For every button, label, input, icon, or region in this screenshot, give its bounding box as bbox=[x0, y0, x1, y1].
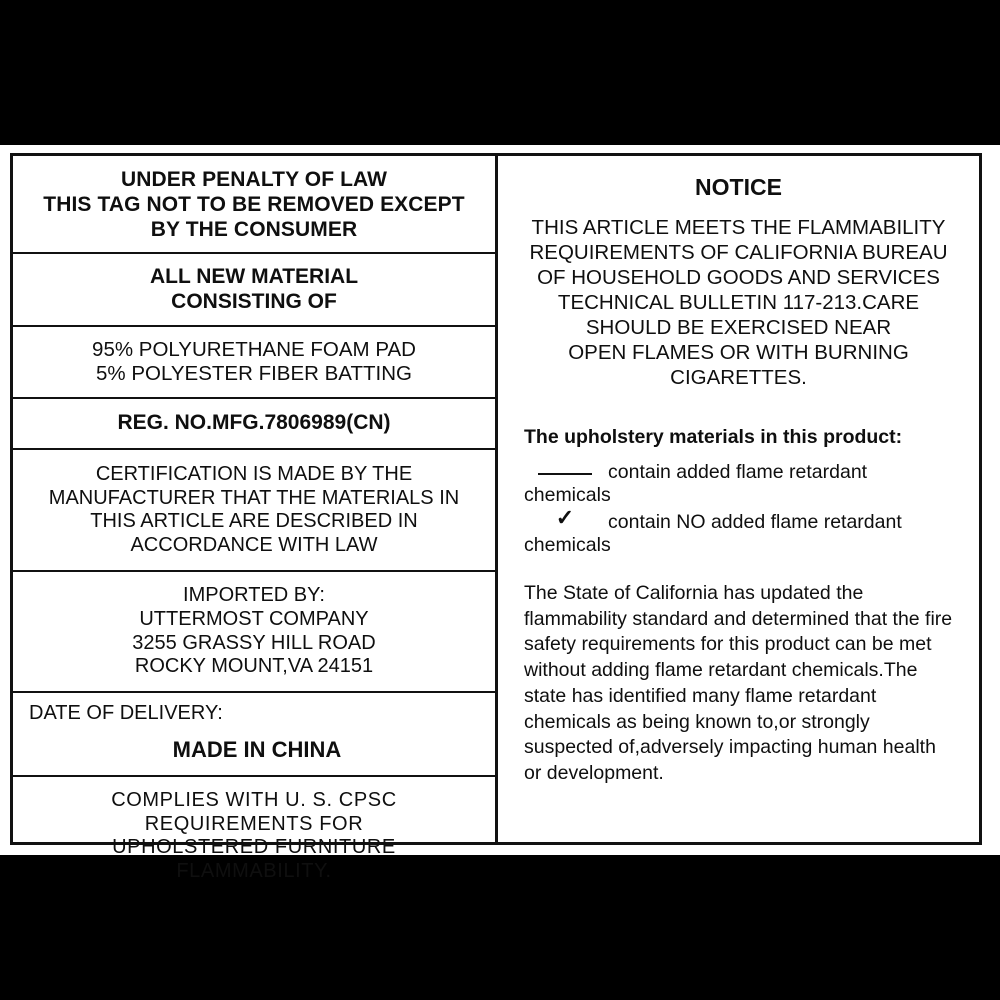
penalty-line-2: THIS TAG NOT TO BE REMOVED EXCEPT bbox=[43, 192, 465, 216]
cpsc-compliance-block bbox=[13, 777, 495, 897]
label-right-column bbox=[498, 156, 979, 842]
notice-line-5: SHOULD BE EXERCISED NEAR bbox=[585, 316, 892, 339]
date-of-delivery-label: DATE OF DELIVERY: bbox=[29, 701, 223, 724]
checkmark-icon[interactable]: ✓ bbox=[555, 505, 575, 530]
option-contains-flame-retardant[interactable] bbox=[524, 461, 953, 507]
composition-line-1: 95% POLYURETHANE FOAM PAD bbox=[92, 337, 416, 361]
compliance-line-2: REQUIREMENTS FOR bbox=[144, 812, 364, 835]
notice-line-3: OF HOUSEHOLD GOODS AND SERVICES bbox=[537, 266, 940, 289]
upholstery-materials-heading: The upholstery materials in this product: bbox=[524, 426, 903, 448]
furniture-law-label bbox=[0, 145, 1000, 883]
certification-line-1: CERTIFICATION IS MADE BY THE bbox=[95, 462, 413, 485]
penalty-line-1: UNDER PENALTY OF LAW bbox=[120, 168, 388, 191]
notice-title: NOTICE bbox=[695, 174, 782, 200]
certification-line-3: THIS ARTICLE ARE DESCRIBED IN bbox=[90, 510, 418, 533]
notice-line-7: CIGARETTES. bbox=[670, 366, 807, 389]
made-in-country: MADE IN CHINA bbox=[172, 737, 342, 763]
option-contains-no-flame-retardant[interactable] bbox=[524, 505, 953, 557]
notice-line-6: OPEN FLAMES OR WITH BURNING bbox=[568, 341, 909, 364]
notice-body bbox=[524, 215, 953, 390]
registration-number: REG. NO.MFG.7806989(CN) bbox=[13, 399, 495, 450]
label-border bbox=[10, 153, 982, 883]
importer-line-4: ROCKY MOUNT,VA 24151 bbox=[134, 655, 374, 678]
notice-line-2: REQUIREMENTS OF CALIFORNIA BUREAU bbox=[529, 241, 948, 264]
notice-line-1: THIS ARTICLE MEETS THE FLAMMABILITY bbox=[531, 216, 946, 239]
penalty-line-3: BY THE CONSUMER bbox=[150, 217, 358, 241]
certification-line-4: ACCORDANCE WITH LAW bbox=[130, 533, 378, 556]
option-contains-label: contain added flame retardant chemicals bbox=[524, 461, 868, 506]
importer-line-2: UTTERMOST COMPANY bbox=[139, 607, 369, 630]
importer-line-1: IMPORTED BY: bbox=[183, 584, 325, 607]
compliance-line-1: COMPLIES WITH U. S. CPSC bbox=[111, 789, 397, 812]
certification-block bbox=[13, 450, 495, 572]
state-of-california-paragraph: The State of California has updated the flammability standard and determined that the fire safety requirements for this product can be met without adding flame retardant chemicals.The state has identified many flame retardant chemicals as being known to,or strongly suspected of,adversely impacting human health or development. bbox=[524, 582, 953, 785]
composition-line-2: 5% POLYESTER FIBER BATTING bbox=[96, 362, 412, 386]
notice-line-4: TECHNICAL BULLETIN 117-213.CARE bbox=[557, 291, 920, 314]
material-heading-line-1: ALL NEW MATERIAL bbox=[149, 265, 359, 289]
all-new-material-block bbox=[13, 254, 495, 327]
certification-line-2: MANUFACTURER THAT THE MATERIALS IN bbox=[48, 486, 460, 509]
penalty-of-law-block bbox=[13, 156, 495, 254]
label-left-column bbox=[13, 156, 498, 883]
material-heading-line-2: CONSISTING OF bbox=[171, 290, 337, 314]
composition-block bbox=[13, 327, 495, 399]
importer-line-3: 3255 GRASSY HILL ROAD bbox=[132, 631, 376, 654]
compliance-line-3: UPHOLSTERED FURNITURE bbox=[112, 836, 396, 859]
delivery-and-origin-block bbox=[13, 693, 495, 778]
empty-checkbox-line[interactable] bbox=[538, 473, 592, 475]
compliance-line-4: FLAMMABILITY. bbox=[176, 860, 332, 883]
importer-block bbox=[13, 572, 495, 692]
option-contains-no-label: contain NO added flame retardant chemicals bbox=[524, 511, 902, 556]
